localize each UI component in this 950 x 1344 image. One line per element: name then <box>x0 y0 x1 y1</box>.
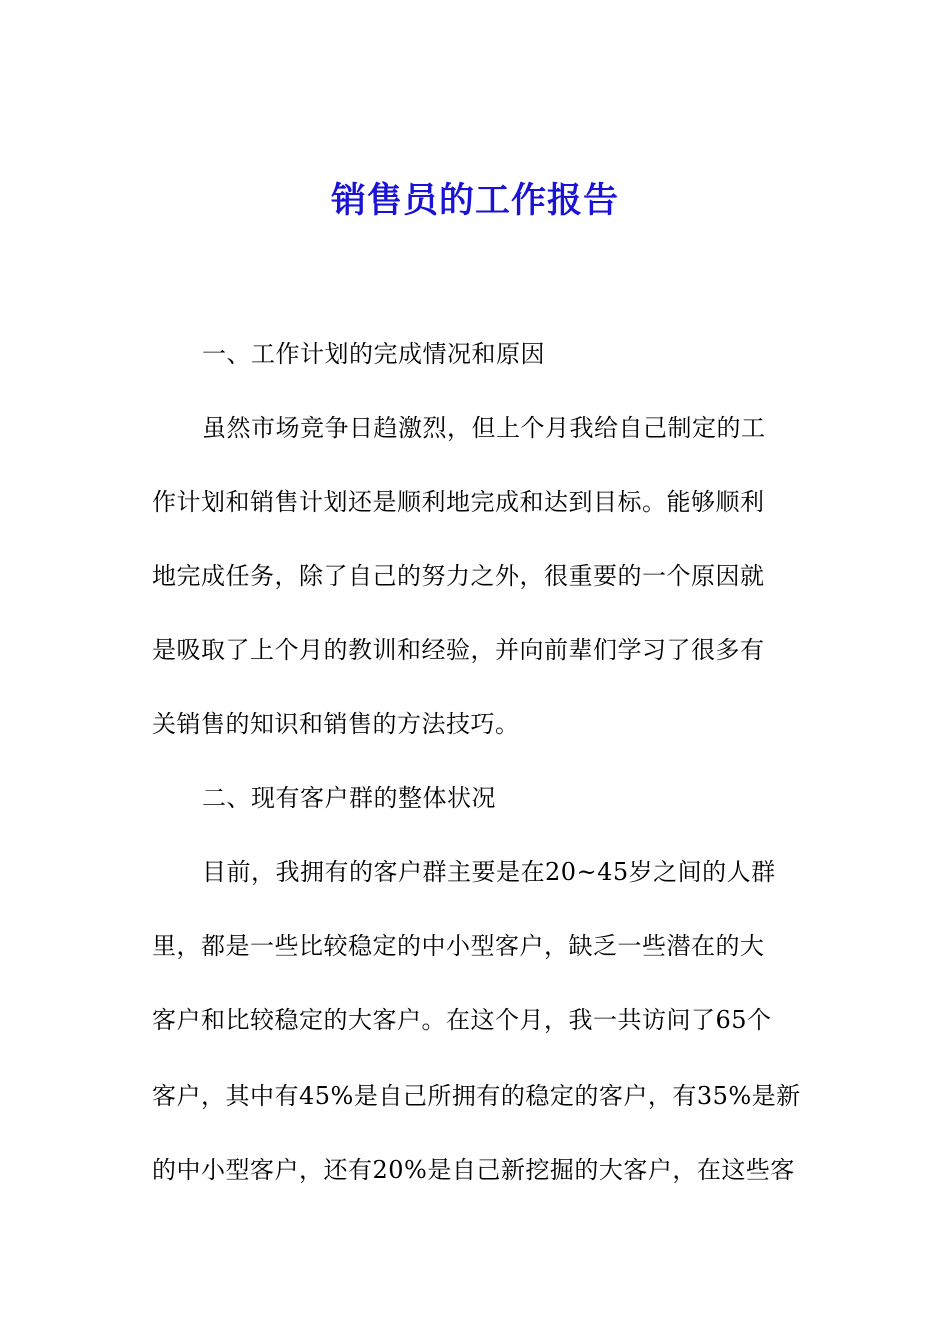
paragraph-line: 客户，其中有45%是自己所拥有的稳定的客户，有35%是新 <box>152 1082 801 1110</box>
paragraph-line: 里，都是一些比较稳定的中小型客户，缺乏一些潜在的大 <box>152 932 765 960</box>
paragraph-line: 是吸取了上个月的教训和经验，并向前辈们学习了很多有 <box>152 636 765 664</box>
paragraph-line: 目前，我拥有的客户群主要是在20~45岁之间的人群 <box>202 858 776 886</box>
paragraph-line: 客户和比较稳定的大客户。在这个月，我一共访问了65个 <box>152 1006 772 1034</box>
document-title: 销售员的工作报告 <box>330 180 619 221</box>
paragraph-line: 关销售的知识和销售的方法技巧。 <box>152 710 520 738</box>
paragraph-line: 作计划和销售计划还是顺利地完成和达到目标。能够顺利 <box>152 488 765 516</box>
paragraph-line: 虽然市场竞争日趋激烈，但上个月我给自己制定的工 <box>202 414 766 442</box>
section-heading-1: 一、工作计划的完成情况和原因 <box>202 340 545 368</box>
section-heading-2: 二、现有客户群的整体状况 <box>202 784 496 812</box>
paragraph-line: 地完成任务，除了自己的努力之外，很重要的一个原因就 <box>152 562 765 590</box>
paragraph-line: 的中小型客户，还有20%是自己新挖掘的大客户，在这些客 <box>152 1156 795 1184</box>
